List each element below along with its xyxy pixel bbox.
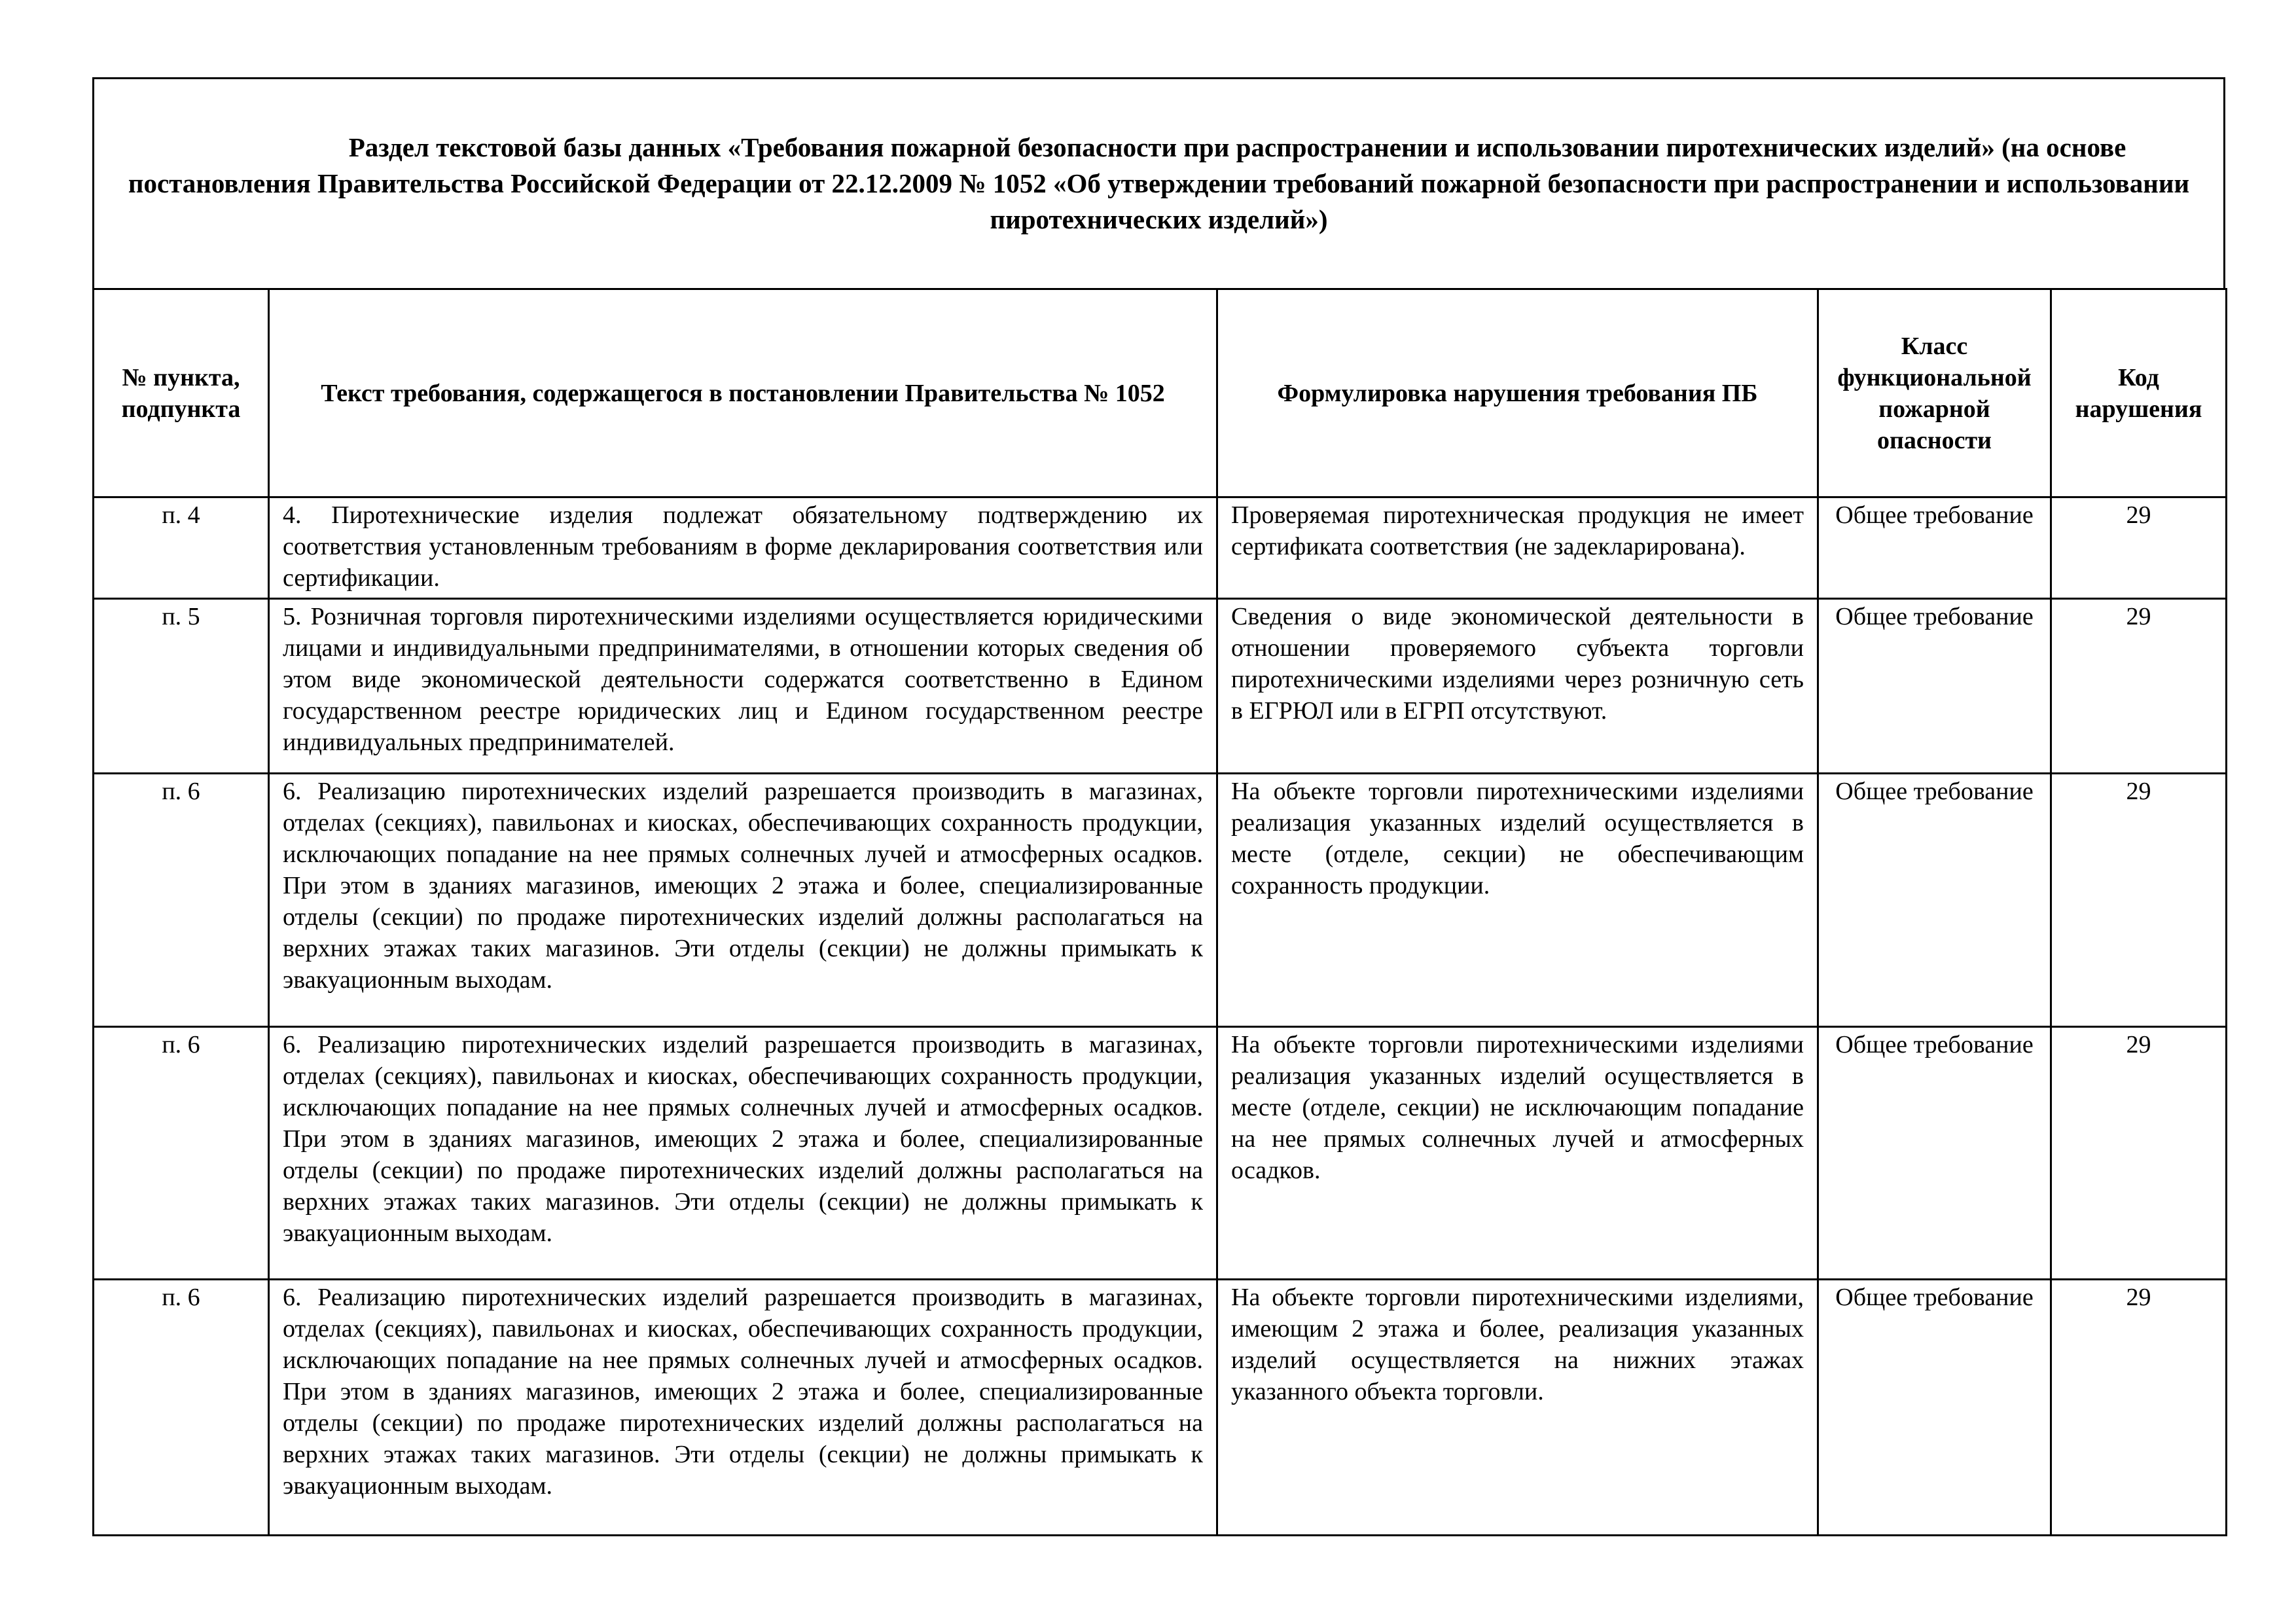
cell-number: п. 6 [94,1027,269,1280]
document-title-box [92,77,2225,288]
header-hazard-class: Класс функциональной пожарной опасности [1818,289,2051,497]
cell-hazard-class: Общее требование [1818,497,2051,599]
cell-code: 29 [2051,599,2227,774]
cell-code: 29 [2051,774,2227,1027]
cell-requirement: 5. Розничная торговля пиротехническими изделиями осуществляется юридическими лицами и индивидуальными предпринимателями, в отношении которых сведения об этом виде экономической деятельности содержатся соответственно в Едином государственном реестре юридических лиц и Едином государственном реестре индивидуальных предпринимателей. [269,599,1217,774]
cell-hazard-class: Общее требование [1818,599,2051,774]
cell-violation: На объекте торговли пиротехническими изделиями реализация указанных изделий осуществляется в месте (отделе, секции) не исключающим попадание на нее прямых солнечных лучей и атмосферных осадков. [1217,1027,1818,1280]
document-sheet [92,77,2225,1536]
header-number: № пункта, подпункта [94,289,269,497]
header-violation: Формулировка нарушения требования ПБ [1217,289,1818,497]
cell-requirement: 4. Пиротехнические изделия подлежат обязательному подтверждению их соответствия установленным требованиям в форме декларирования соответствия или сертификации. [269,497,1217,599]
requirements-table [92,288,2227,1536]
cell-violation: Проверяемая пиротехническая продукция не имеет сертификата соответствия (не задекларирована). [1217,497,1818,599]
document-title: Раздел текстовой базы данных «Требования пожарной безопасности при распространении и использовании пиротехнических изделий» (на основе постановления Правительства Российской Федерации от 22.12.2009 № 1052 «Об утверждении требований пожарной безопасности при распространении и использовании пиротехнических изделий») [128,132,2190,234]
cell-violation: На объекте торговли пиротехническими изделиями реализация указанных изделий осуществляется в месте (отделе, секции) не обеспечивающим сохранность продукции. [1217,774,1818,1027]
cell-code: 29 [2051,1280,2227,1536]
cell-hazard-class: Общее требование [1818,1027,2051,1280]
cell-hazard-class: Общее требование [1818,1280,2051,1536]
header-code: Код нарушения [2051,289,2227,497]
table-row [94,1280,2227,1536]
cell-code: 29 [2051,1027,2227,1280]
table-header-row [94,289,2227,497]
table-row [94,599,2227,774]
cell-number: п. 6 [94,774,269,1027]
cell-requirement: 6. Реализацию пиротехнических изделий разрешается производить в магазинах, отделах (секциях), павильонах и киосках, обеспечивающих сохранность продукции, исключающих попадание на нее прямых солнечных лучей и атмосферных осадков. При этом в зданиях магазинов, имеющих 2 этажа и более, специализированные отделы (секции) по продаже пиротехнических изделий должны располагаться на верхних этажах таких магазинов. Эти отделы (секции) не должны примыкать к эвакуационным выходам. [269,1280,1217,1536]
cell-hazard-class: Общее требование [1818,774,2051,1027]
table-row [94,1027,2227,1280]
cell-requirement: 6. Реализацию пиротехнических изделий разрешается производить в магазинах, отделах (секциях), павильонах и киосках, обеспечивающих сохранность продукции, исключающих попадание на нее прямых солнечных лучей и атмосферных осадков. При этом в зданиях магазинов, имеющих 2 этажа и более, специализированные отделы (секции) по продаже пиротехнических изделий должны располагаться на верхних этажах таких магазинов. Эти отделы (секции) не должны примыкать к эвакуационным выходам. [269,1027,1217,1280]
table-row [94,497,2227,599]
cell-code: 29 [2051,497,2227,599]
cell-number: п. 6 [94,1280,269,1536]
cell-number: п. 5 [94,599,269,774]
table-row [94,774,2227,1027]
cell-number: п. 4 [94,497,269,599]
cell-violation: На объекте торговли пиротехническими изделиями, имеющим 2 этажа и более, реализация указанных изделий осуществляется на нижних этажах указанного объекта торговли. [1217,1280,1818,1536]
cell-violation: Сведения о виде экономической деятельности в отношении проверяемого субъекта торговли пиротехническими изделиями через розничную сеть в ЕГРЮЛ или в ЕГРП отсутствуют. [1217,599,1818,774]
cell-requirement: 6. Реализацию пиротехнических изделий разрешается производить в магазинах, отделах (секциях), павильонах и киосках, обеспечивающих сохранность продукции, исключающих попадание на нее прямых солнечных лучей и атмосферных осадков. При этом в зданиях магазинов, имеющих 2 этажа и более, специализированные отделы (секции) по продаже пиротехнических изделий должны располагаться на верхних этажах таких магазинов. Эти отделы (секции) не должны примыкать к эвакуационным выходам. [269,774,1217,1027]
header-requirement: Текст требования, содержащегося в постановлении Правительства № 1052 [269,289,1217,497]
